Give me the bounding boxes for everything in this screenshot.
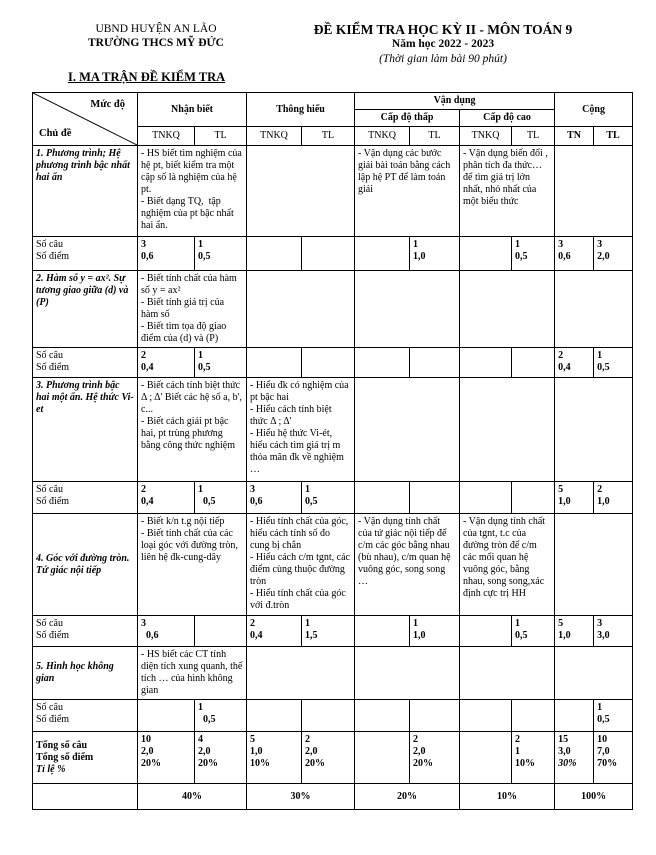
r2-th-tl	[302, 348, 355, 378]
r5-vt-tl	[410, 700, 460, 732]
percent-cap-cao: 10%	[460, 784, 555, 810]
r2-nb-tl: 1 0,5	[195, 348, 247, 378]
topic-3-nhan-biet: - Biết cách tính biệt thức Δ ; Δ' Biết các hệ số a, b', c... - Biết cách giải pt bậc hai, pt trùng phương bằng công thức nghiệm	[138, 378, 247, 482]
r1-vc-tl: 1 0,5	[512, 237, 555, 271]
exam-matrix-table	[32, 92, 633, 810]
topic-4-cap-thap: - Vận dụng tính chất của tứ giác nội tiếp để c/m các góc bằng nhau (bù nhau), c/m quan hệ vuông góc, song song …	[355, 514, 460, 616]
sub-tnkq: TNKQ	[247, 127, 302, 146]
r3-nb-tl: 1 0,5	[195, 482, 247, 514]
r1-total-tn: 3 0,6	[555, 237, 594, 271]
table-row	[33, 647, 633, 700]
topic-4-thong-hieu: - Hiểu tính chất của góc, hiểu cách tính số đo cung bị chắn - Hiểu cách c/m tgnt, các điểm cùng thuộc đường tròn - Hiểu tính chất của góc với đ.tròn	[247, 514, 355, 616]
level-thong-hieu: Thông hiểu	[247, 93, 355, 127]
school-year: Năm học 2022 - 2023	[391, 38, 495, 50]
topic-5-nhan-biet: - HS biết các CT tính diện tích xung quanh, thể tích … của hình không gian	[138, 647, 247, 700]
r1-vc-tnkq	[460, 237, 512, 271]
count-label: Số câu Số điểm	[33, 482, 138, 514]
r4-total-tl: 3 3,0	[594, 616, 633, 647]
total-vc-tnkq	[460, 732, 512, 784]
count-label: Số câu Số điểm	[33, 237, 138, 271]
corner-label-topic: Chủ đề	[39, 128, 72, 139]
r5-vc-tnkq	[460, 700, 512, 732]
r3-th-tnkq: 3 0,6	[247, 482, 302, 514]
totals-label: Tổng số câu Tổng số điểm Tỉ lệ %	[33, 732, 138, 784]
r1-vt-tl: 1 1,0	[410, 237, 460, 271]
sub-tnkq: TNKQ	[460, 127, 512, 146]
exam-header	[268, 22, 618, 67]
topic-2-thong-hieu	[247, 271, 355, 348]
r3-vt-tnkq	[355, 482, 410, 514]
topic-2-cap-thap	[355, 271, 460, 348]
r4-th-tnkq: 2 0,4	[247, 616, 302, 647]
r2-nb-tnkq: 2 0,4	[138, 348, 195, 378]
r2-total-tn: 2 0,4	[555, 348, 594, 378]
percent-thong-hieu: 30%	[247, 784, 355, 810]
sub-tl: TL	[195, 127, 247, 146]
school-header	[56, 22, 256, 50]
r4-th-tl: 1 1,5	[302, 616, 355, 647]
r4-vc-tnkq	[460, 616, 512, 647]
count-label: Số câu Số điểm	[33, 616, 138, 647]
r1-nb-tl: 1 0,5	[195, 237, 247, 271]
percent-cap-thap: 20%	[355, 784, 460, 810]
count-label: Số câu Số điểm	[33, 348, 138, 378]
r3-vc-tl	[512, 482, 555, 514]
total-th-tl: 2 2,0 20%	[302, 732, 355, 784]
corner-label-level: Mức độ	[90, 99, 125, 110]
sub-tnkq: TNKQ	[355, 127, 410, 146]
topic-1-cong	[555, 146, 633, 237]
topic-1-thong-hieu	[247, 146, 355, 237]
exam-title: ĐỀ KIỂM TRA HỌC KỲ II - MÔN TOÁN 9	[313, 22, 573, 37]
corner-header-cell	[33, 93, 138, 146]
level-nhan-biet: Nhận biết	[138, 93, 247, 127]
table-row	[33, 271, 633, 348]
level-cap-cao: Cấp độ cao	[460, 110, 555, 127]
r2-vc-tnkq	[460, 348, 512, 378]
r5-total-tl: 1 0,5	[594, 700, 633, 732]
r3-total-tl: 2 1,0	[594, 482, 633, 514]
sub-tn: TN	[555, 127, 594, 146]
level-van-dung: Vận dụng	[355, 93, 555, 110]
r2-vt-tnkq	[355, 348, 410, 378]
topic-5-cap-thap	[355, 647, 460, 700]
r4-nb-tnkq: 3 0,6	[138, 616, 195, 647]
count-label: Số câu Số điểm	[33, 700, 138, 732]
r1-nb-tnkq: 3 0,6	[138, 237, 195, 271]
percent-row	[33, 784, 633, 810]
table-row	[33, 482, 633, 514]
total-nb-tnkq: 10 2,0 20%	[138, 732, 195, 784]
table-row	[33, 700, 633, 732]
topic-2-cong	[555, 271, 633, 348]
topic-1-title: 1. Phương trình; Hệ phương trình bậc nhất hai ẩn	[33, 146, 138, 237]
topic-5-thong-hieu	[247, 647, 355, 700]
topic-2-cap-cao	[460, 271, 555, 348]
table-row	[33, 616, 633, 647]
r4-nb-tl	[195, 616, 247, 647]
exam-duration: (Thời gian làm bài 90 phút)	[379, 53, 507, 65]
topic-3-thong-hieu: - Hiểu đk có nghiệm của pt bậc hai - Hiểu cách tính biệt thức Δ ; Δ' - Hiểu hệ thức Vi-ét, hiểu cách tìm giá trị m thỏa mãn đk về nghiệm …	[247, 378, 355, 482]
r3-total-tn: 5 1,0	[555, 482, 594, 514]
total-vt-tl: 2 2,0 20%	[410, 732, 460, 784]
r5-nb-tl: 1 0,5	[195, 700, 247, 732]
r1-vt-tnkq	[355, 237, 410, 271]
r5-vc-tl	[512, 700, 555, 732]
topic-4-cong	[555, 514, 633, 616]
topic-3-cap-thap	[355, 378, 460, 482]
topic-5-cong	[555, 647, 633, 700]
sub-tl: TL	[410, 127, 460, 146]
r3-nb-tnkq: 2 0,4	[138, 482, 195, 514]
percent-total: 100%	[555, 784, 633, 810]
r2-th-tnkq	[247, 348, 302, 378]
r4-vc-tl: 1 0,5	[512, 616, 555, 647]
school-name: TRƯỜNG THCS MỸ ĐỨC	[88, 37, 224, 49]
topic-1-cap-cao: - Vận dụng biến đổi , phân tích đa thức… để tìm giá trị lớn nhất, nhỏ nhất của một biểu thức	[460, 146, 555, 237]
r4-vt-tl: 1 1,0	[410, 616, 460, 647]
topic-5-cap-cao	[460, 647, 555, 700]
r1-th-tnkq	[247, 237, 302, 271]
table-row	[33, 146, 633, 237]
district-name: UBND HUYỆN AN LÃO	[95, 23, 217, 35]
topic-4-title: 4. Góc với đường tròn. Tứ giác nội tiếp	[33, 514, 138, 616]
topic-3-cap-cao	[460, 378, 555, 482]
total-tn: 15 3,0 30%	[555, 732, 594, 784]
topic-2-nhan-biet: - Biết tính chất của hàm số y = ax² - Biết tính giá trị của hàm số - Biết tìm tọa độ giao điểm của (d) và (P)	[138, 271, 247, 348]
sub-tl: TL	[302, 127, 355, 146]
table-row	[33, 378, 633, 482]
table-row	[33, 514, 633, 616]
topic-2-title: 2. Hàm số y = ax². Sự tương giao giữa (d) và (P)	[33, 271, 138, 348]
table-row	[33, 348, 633, 378]
total-vc-tl: 2 1 10%	[512, 732, 555, 784]
topic-1-cap-thap: - Vận dụng các bước giải bài toán bằng cách lập hệ PT để làm toán giải	[355, 146, 460, 237]
topic-1-nhan-biet: - HS biết tìm nghiệm của hệ pt, biết kiểm tra một cặp số là nghiệm của hệ pt. - Biết dạng TQ, tập nghiệm của pt bậc nhất hai ẩn.	[138, 146, 247, 237]
sub-tnkq: TNKQ	[138, 127, 195, 146]
topic-3-title: 3. Phương trình bậc hai một ẩn. Hệ thức Vi-et	[33, 378, 138, 482]
percent-nhan-biet: 40%	[138, 784, 247, 810]
section-title: I. MA TRẬN ĐỀ KIỂM TRA	[68, 70, 226, 84]
total-th-tnkq: 5 1,0 10%	[247, 732, 302, 784]
total-nb-tl: 4 2,0 20%	[195, 732, 247, 784]
level-cong: Cộng	[555, 93, 633, 127]
r4-total-tn: 5 1,0	[555, 616, 594, 647]
r3-vt-tl	[410, 482, 460, 514]
table-row	[33, 237, 633, 271]
r5-th-tl	[302, 700, 355, 732]
totals-row	[33, 732, 633, 784]
r5-vt-tnkq	[355, 700, 410, 732]
r5-total-tn	[555, 700, 594, 732]
percent-label	[33, 784, 138, 810]
r5-nb-tnkq	[138, 700, 195, 732]
topic-4-nhan-biet: - Biết k/n t.g nội tiếp - Biết tính chất của các loại góc với đường tròn, liên hệ đk-cung-dây	[138, 514, 247, 616]
topic-3-cong	[555, 378, 633, 482]
sub-tl-total: TL	[594, 127, 633, 146]
r2-vc-tl	[512, 348, 555, 378]
r1-total-tl: 3 2,0	[594, 237, 633, 271]
r2-total-tl: 1 0,5	[594, 348, 633, 378]
total-tl: 10 7,0 70%	[594, 732, 633, 784]
r1-th-tl	[302, 237, 355, 271]
level-cap-thap: Cấp độ thấp	[355, 110, 460, 127]
sub-tl: TL	[512, 127, 555, 146]
r4-vt-tnkq	[355, 616, 410, 647]
r3-vc-tnkq	[460, 482, 512, 514]
r2-vt-tl	[410, 348, 460, 378]
topic-5-title: 5. Hình học không gian	[33, 647, 138, 700]
total-vt-tnkq	[355, 732, 410, 784]
r5-th-tnkq	[247, 700, 302, 732]
r3-th-tl: 1 0,5	[302, 482, 355, 514]
topic-4-cap-cao: - Vận dụng tính chất của tgnt, t.c của đường tròn để c/m các mối quan hệ vuông góc, bằng nhau, song song,xác định cực trị HH	[460, 514, 555, 616]
